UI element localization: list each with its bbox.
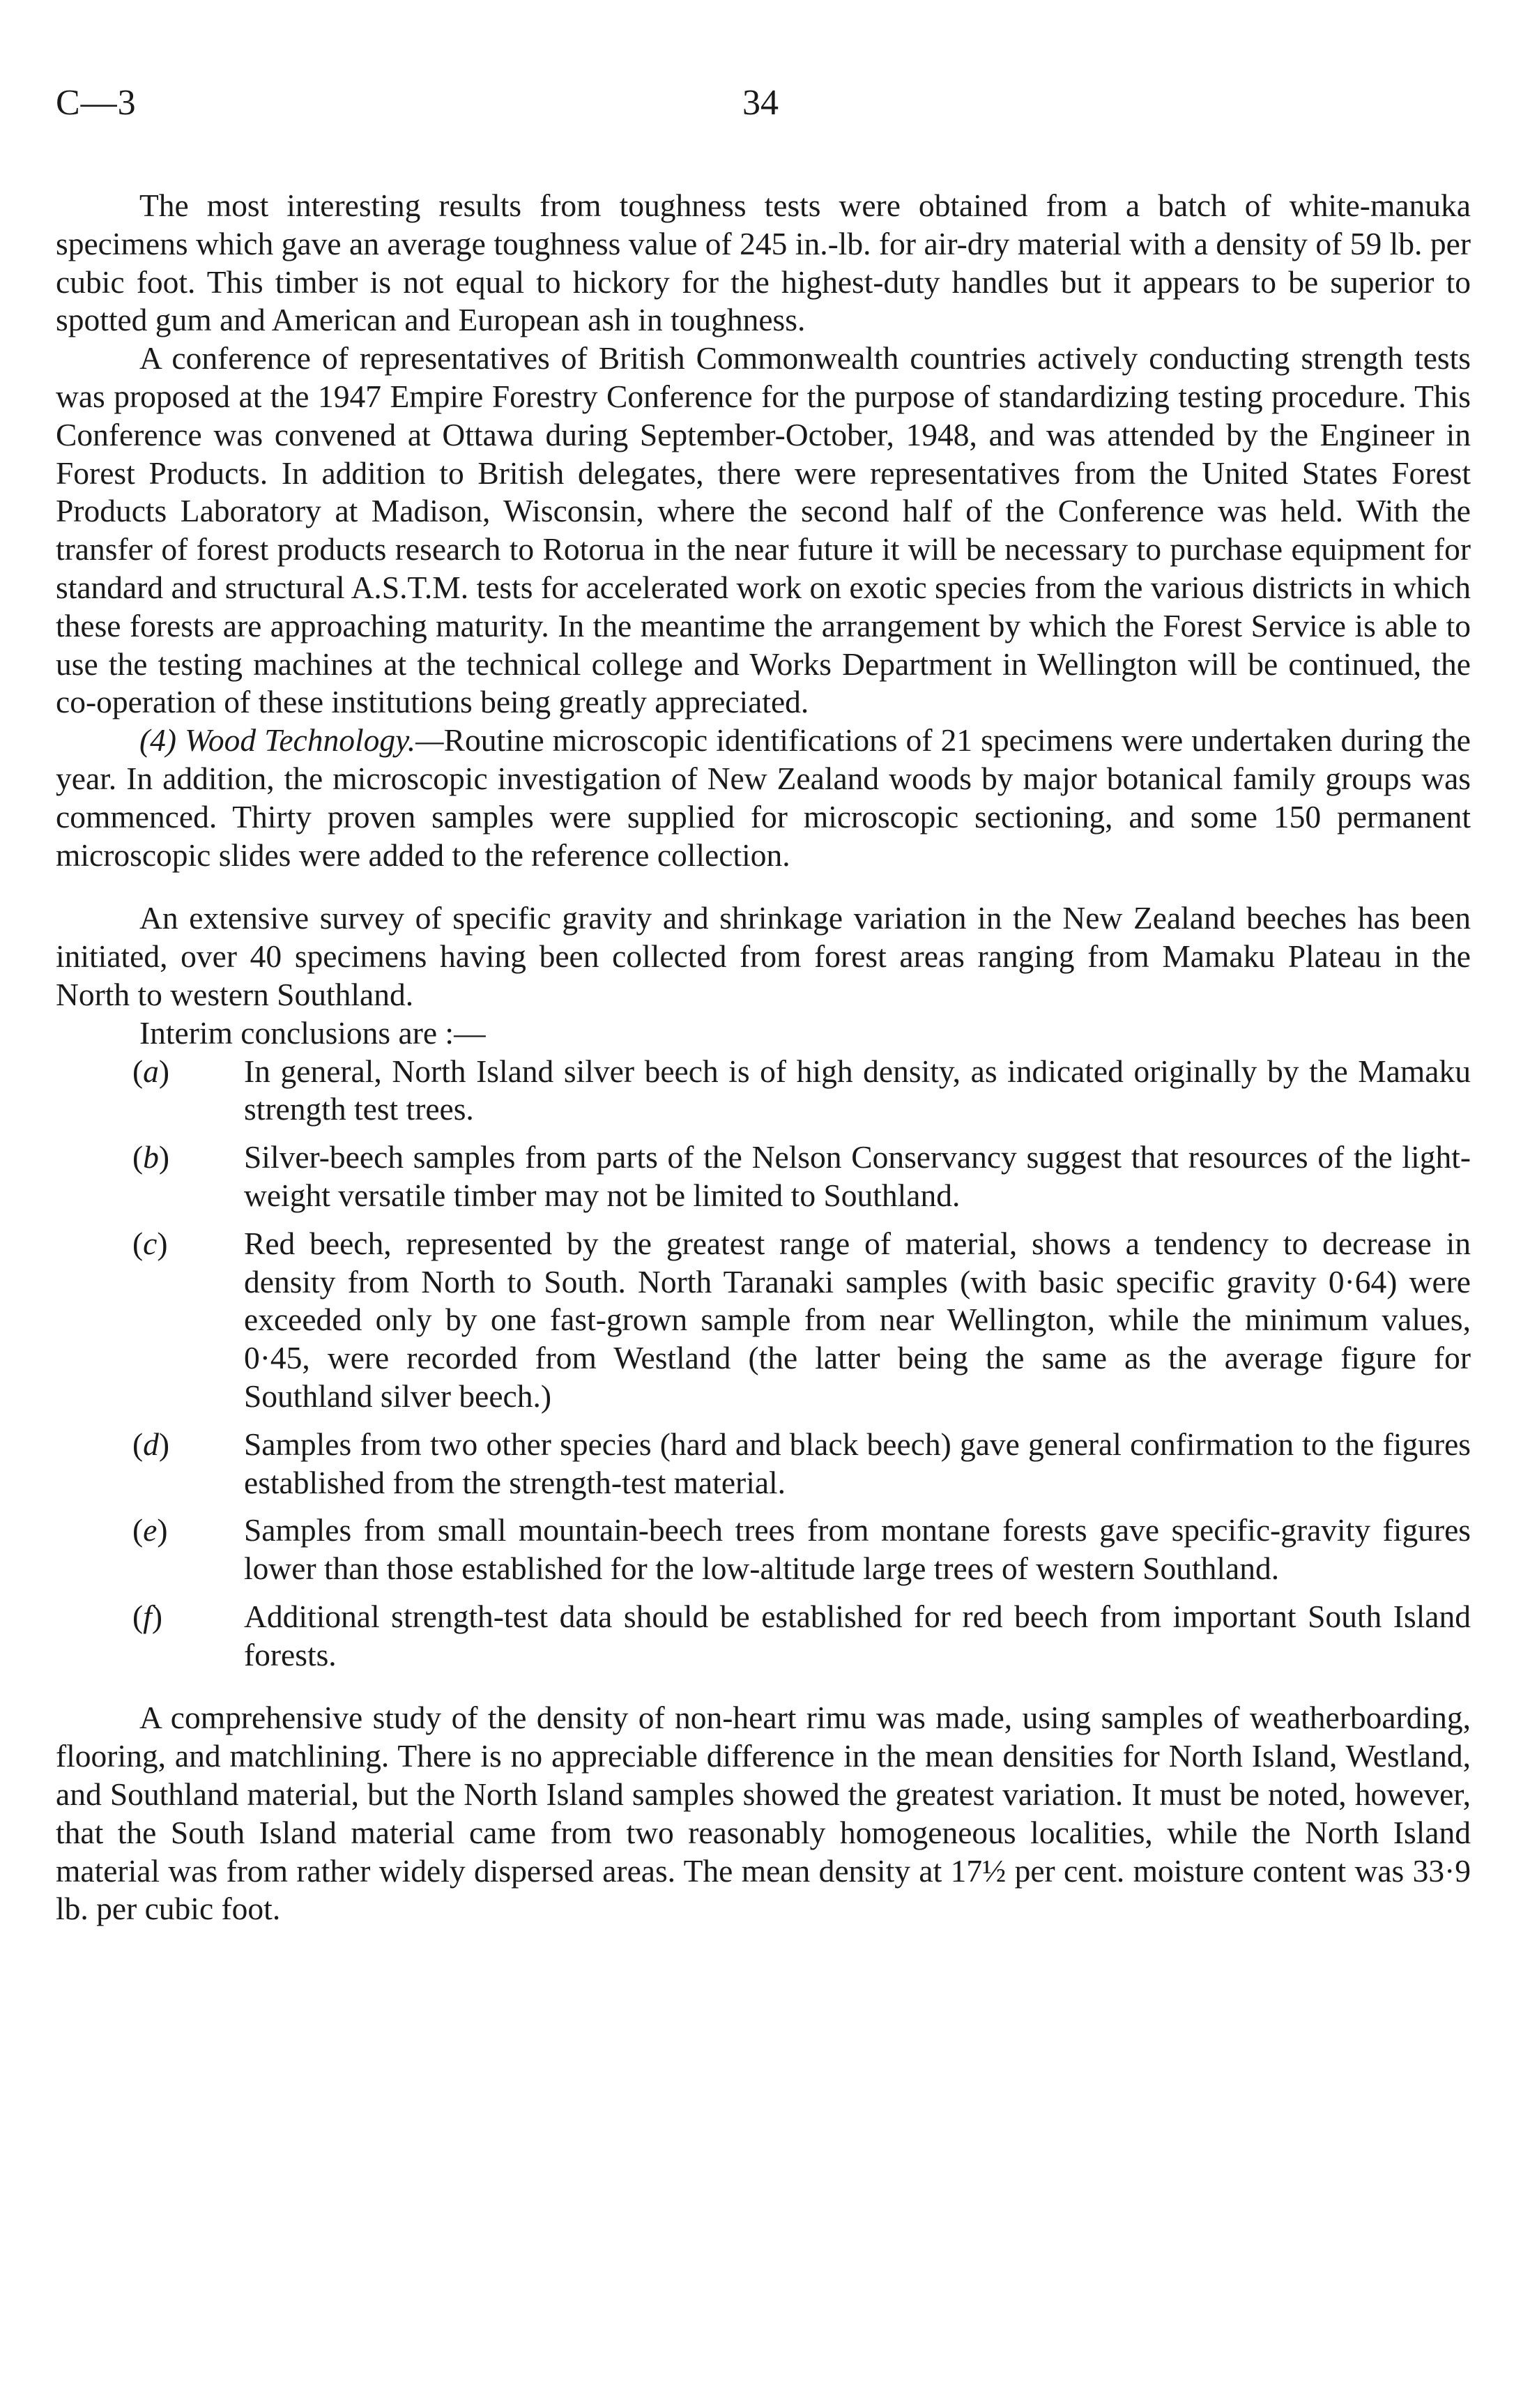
list-item-label: (d) — [132, 1426, 170, 1462]
section-heading-wood-technology: (4) Wood Technology.— — [139, 722, 444, 759]
list-item — [56, 1053, 1471, 1129]
paragraph-toughness: The most interesting results from toughness tests were obtained from a batch of white-manuka specimens which gave an average toughness value of 245 in.-lb. for air-dry material with a density of 59 lb. per cubic foot. This timber is not equal to hickory for the highest-duty handles but it appears to be superior to spotted gum and American and European ash in toughness. — [56, 188, 1471, 338]
list-item-text: Samples from small mountain-beech trees from montane forests gave specific-gravity figures lower than those established for the low-altitude large trees of western Southland. — [244, 1512, 1471, 1587]
list-item — [56, 1511, 1471, 1588]
conclusions-list — [56, 1053, 1471, 1675]
list-item-label: (c) — [132, 1225, 168, 1261]
paragraph-survey: An extensive survey of specific gravity and shrinkage variation in the New Zealand beeches has been initiated, over 40 specimens having been collected from forest areas ranging from Mamaku Plateau in the North to western Southland. — [56, 900, 1471, 1012]
list-item — [56, 1138, 1471, 1215]
page-number: 34 — [742, 83, 779, 123]
list-item — [56, 1598, 1471, 1675]
document-code: C—3 — [56, 83, 137, 123]
paragraph-conference: A conference of representatives of British Commonwealth countries actively conducting strength tests was proposed at the 1947 Empire Forestry Conference for the purpose of standardizing testing procedure. This Conference was convened at Ottawa during September-October, 1948, and was attended by the Engineer in Forest Products. In addition to British delegates, there were representatives from the United States Forest Products Laboratory at Madison, Wisconsin, where the second half of the Conference was held. With the transfer of forest products research to Rotorua in the near future it will be necessary to purchase equipment for standard and structural A.S.T.M. tests for accelerated work on exotic species from the various districts in which these forests are approaching maturity. In the meantime the arrangement by which the Forest Service is able to use the testing machines at the technical college and Works Department in Wellington will be continued, the co-operation of these institutions being greatly appreciated. — [56, 340, 1471, 720]
list-item-label: (b) — [132, 1139, 170, 1175]
list-item — [56, 1225, 1471, 1416]
list-item — [56, 1426, 1471, 1502]
list-item-text: Additional strength-test data should be established for red beech from important South Island forests. — [244, 1598, 1471, 1672]
page-body — [56, 187, 1471, 1928]
page-header — [56, 82, 1471, 138]
list-item-text: In general, North Island silver beech is of high density, as indicated originally by the Mamaku strength test trees. — [244, 1053, 1471, 1127]
interim-conclusions-intro: Interim conclusions are :— — [139, 1014, 486, 1051]
wood-technology-body: Routine microscopic identifications of 21 specimens were undertaken during the year. In addition, the microscopic investigation of New Zealand woods by major botanical family groups was commenced. Thirty proven samples were supplied for microscopic sectioning, and some 150 permanent microscopic slides were added to the reference collection. — [56, 722, 1471, 873]
list-item-text: Red beech, represented by the greatest range of material, shows a tendency to decrease in density from North to South. North Taranaki samples (with basic specific gravity 0·64) were exceeded only by one fast-grown sample from near Wellington, while the minimum values, 0·45, were recorded from Westland (the latter being the same as the average figure for Southland silver beech.) — [244, 1225, 1471, 1414]
paragraph-rimu-density: A comprehensive study of the density of non-heart rimu was made, using samples of weatherboarding, flooring, and matchlining. There is no appreciable difference in the mean densities for North Island, Westland, and Southland material, but the North Island samples showed the greatest variation. It must be noted, however, that the South Island material came from two reasonably homogeneous localities, while the North Island material was from rather widely dispersed areas. The mean density at 17½ per cent. moisture content was 33·9 lb. per cubic foot. — [56, 1700, 1471, 1927]
list-item-label: (e) — [132, 1512, 168, 1548]
paragraph-wood-technology — [56, 722, 1471, 874]
list-item-label: (f) — [132, 1598, 162, 1634]
list-item-label: (a) — [132, 1053, 170, 1089]
list-item-text: Samples from two other species (hard and black beech) gave general confirmation to the figures established from the strength-test material. — [244, 1426, 1471, 1500]
list-item-text: Silver-beech samples from parts of the Nelson Conservancy suggest that resources of the light-weight versatile timber may not be limited to Southland. — [244, 1139, 1471, 1213]
